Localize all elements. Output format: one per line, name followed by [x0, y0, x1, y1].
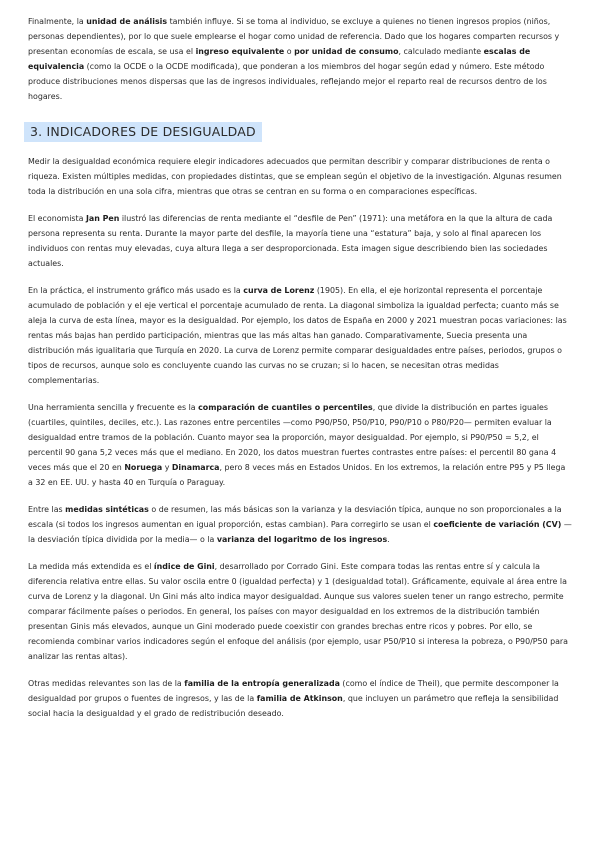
section-heading-wrap: [24, 116, 572, 154]
section-heading: 3. INDICADORES DE DESIGUALDAD: [24, 122, 262, 142]
paragraph-medidas-sinteticas: Entre las medidas sintéticas o de resumen, las más básicas son la varianza y la desviación típica, aunque no son proporcionales a la escala (si todos los ingresos aumentan en igual proporción, estas cambian). Para corregirlo se usan el coeficiente de variación (CV) —la desviación típica dividida por la media— o la varianza del logaritmo de los ingresos.: [28, 505, 572, 544]
term-dinamarca: Dinamarca: [171, 463, 220, 472]
paragraph-otras-medidas: Otras medidas relevantes son las de la familia de la entropía generalizada (como el índice de Theil), que permite descomponer la desigualdad por grupos o fuentes de ingresos, y las de la familia de Atkinson, que incluyen un parámetro que refleja la sensibilidad social hacia la desigualdad y el grado de redistribución deseado.: [28, 679, 559, 718]
term-coeficiente-variacion: coeficiente de variación (CV): [433, 520, 562, 529]
paragraph-percentiles: Una herramienta sencilla y frecuente es la comparación de cuantiles o percentiles, que divide la distribución en partes iguales (cuartiles, quintiles, deciles, etc.). Las razones entre percentiles —como P90/P50, P50/P10, P90/P10 o P80/P20— permiten evaluar la desigualdad entre tramos de la población. Cuanto mayor sea la proporción, mayor desigualdad. Por ejemplo, si P90/P50 = 5,2, el percentil 90 gana 5,2 veces más que el mediano. En 2020, los datos muestran fuertes contrastes entre países: el percentil 80 gana 4 veces más que el 20 en Noruega y Dinamarca, pero 8 veces más en Estados Unidos. En los extremos, la relación entre P95 y P5 llega a 32 en EE. UU. y hasta 40 en Turquía o Paraguay.: [28, 403, 566, 487]
term-medidas-sinteticas: medidas sintéticas: [65, 505, 149, 514]
term-percentiles: comparación de cuantiles o percentiles: [198, 403, 373, 412]
term-unidad-consumo: por unidad de consumo: [294, 47, 399, 56]
term-escalas-equivalencia: escalas de equivalencia: [28, 47, 531, 71]
paragraph-jan-pen: El economista Jan Pen ilustró las diferencias de renta mediante el “desfile de Pen” (1971): una metáfora en la que la altura de cada persona representa su renta. Durante la mayor parte del desfile, la mayoría tiene una “estatura” baja, y solo al final aparecen los individuos con rentas muy elevadas, cuya altura llega a ser desproporcionada. Esta imagen sigue describiendo bien las sociedades actuales.: [28, 214, 553, 268]
term-noruega: Noruega: [124, 463, 163, 472]
term-curva-lorenz: curva de Lorenz: [243, 286, 315, 295]
paragraph-gini: La medida más extendida es el índice de Gini, desarrollado por Corrado Gini. Este compara todas las rentas entre sí y calcula la diferencia relativa entre ellas. Su valor oscila entre 0 (igualdad perfecta) y 1 (desigualdad total). Gráficamente, equivale al área entre la curva de Lorenz y la diagonal. Un Gini más alto indica mayor desigualdad. Aunque sus valores suelen tener un rango estrecho, permite comparar fácilmente países o periodos. En general, los países con mayor desigualdad en los extremos de la distribución también presentan Ginis más elevados, aunque un Gini moderado puede coexistir con grandes brechas entre ricos y pobres. Por ello, se recomienda combinar varios indicadores según el enfoque del análisis (por ejemplo, usar P50/P10 si interesa la pobreza, o P90/P50 para analizar las rentas altas).: [28, 562, 568, 661]
term-entropia-generalizada: familia de la entropía generalizada: [184, 679, 340, 688]
paragraph-lorenz: En la práctica, el instrumento gráfico más usado es la curva de Lorenz (1905). En ella, el eje horizontal representa el porcentaje acumulado de población y el eje vertical el porcentaje acumulado de renta. La diagonal simboliza la igualdad perfecta; cuanto más se aleja la curva de esta línea, mayor es la desigualdad. Por ejemplo, los datos de España en 2000 y 2021 muestran pocas variaciones: las rentas más bajas han perdido participación, mientras que las más altas han ganado. Comparativamente, Suecia presenta una distribución más igualitaria que Turquía en 2020. La curva de Lorenz permite comparar desigualdades entre países, periodos, grupos o tipos de recursos, aunque solo es concluyente cuando las curvas no se cruzan; si lo hacen, se necesitan otras medidas complementarias.: [28, 286, 567, 385]
term-unidad-analisis: unidad de análisis: [86, 17, 168, 26]
term-indice-gini: índice de Gini: [153, 562, 215, 571]
term-varianza-logaritmo: varianza del logaritmo de los ingresos: [216, 535, 388, 544]
term-jan-pen: Jan Pen: [85, 214, 120, 223]
term-ingreso-equivalente: ingreso equivalente: [195, 47, 285, 56]
paragraph-unidad-analisis: Finalmente, la unidad de análisis también influye. Si se toma al individuo, se excluye a quienes no tienen ingresos propios (niños, personas dependientes), por lo que suele emplearse el hogar como unidad de referencia. Dado que los hogares comparten recursos y presentan economías de escala, se usa el ingreso equivalente o por unidad de consumo, calculado mediante escalas de equivalencia (como la OCDE o la OCDE modificada), que ponderan a los miembros del hogar según edad y número. Este método produce distribuciones menos dispersas que las de ingresos individuales, reflejando mejor el reparto real de recursos dentro de los hogares.: [28, 17, 560, 101]
term-atkinson: familia de Atkinson: [256, 694, 343, 703]
paragraph-intro: Medir la desigualdad económica requiere elegir indicadores adecuados que permitan describir y comparar distribuciones de renta o riqueza. Existen múltiples medidas, con propiedades distintas, que se emplean según el objetivo de la investigación. Algunas resumen toda la distribución en una sola cifra, mientras que otras se centran en su forma o en comparaciones específicas.: [28, 157, 562, 196]
